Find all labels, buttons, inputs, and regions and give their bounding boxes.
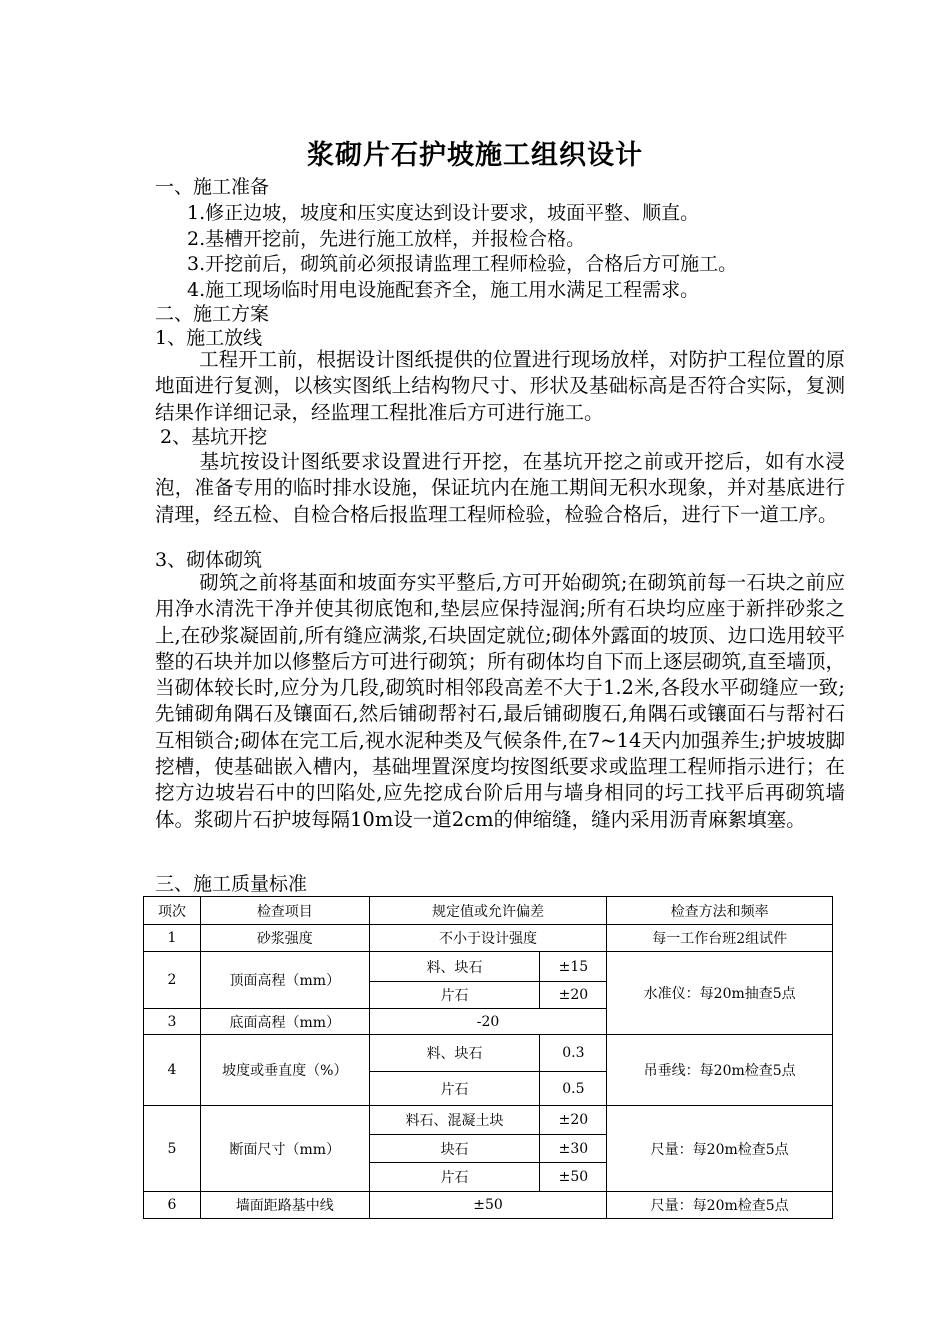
subsection-heading-layout: 1、施工放线 [155,327,263,349]
table-cell: ±20 [540,982,607,1009]
table-row [144,1192,833,1219]
section-heading-quality: 三、施工质量标准 [155,873,308,895]
prep-item: 3.开挖前后，砌筑前必须报请监理工程师检验，合格后方可施工。 [187,253,738,275]
subsection-heading-excavation: 2、基坑开挖 [160,426,268,448]
table-cell: ±30 [540,1135,607,1163]
table-cell: 料、块石 [369,1035,540,1072]
quality-standard-table [143,896,833,1219]
document-title: 浆砌片石护坡施工组织设计 [307,140,643,171]
table-header-row [144,897,833,925]
table-cell: 6 [144,1192,201,1219]
header-cell: 检查方法和频率 [607,897,833,925]
table-cell: 不小于设计强度 [369,925,607,952]
table-cell: 2 [144,952,201,1009]
table-row [144,925,833,952]
prep-item: 4.施工现场临时用电设施配套齐全，施工用水满足工程需求。 [187,279,700,301]
table-row [144,1035,833,1072]
table-row [144,952,833,982]
header-cell: 项次 [144,897,201,925]
prep-item: 1.修正边坡，坡度和压实度达到设计要求，坡面平整、顺直。 [187,202,700,224]
table-cell: 4 [144,1035,201,1106]
table-cell: ±20 [540,1106,607,1135]
table-cell: 顶面高程（mm） [200,952,369,1009]
table-cell: 吊垂线：每20m检查5点 [607,1035,833,1106]
prep-item: 2.基槽开挖前，先进行施工放样，并报检合格。 [187,228,586,250]
table-cell: 底面高程（mm） [200,1009,369,1035]
table-cell: 5 [144,1106,201,1192]
table-cell: 尺量：每20m检查5点 [607,1192,833,1219]
table-cell: 块石 [369,1135,540,1163]
table-cell: -20 [369,1009,607,1035]
table-cell: 砂浆强度 [200,925,369,952]
table-cell: 水准仪：每20m抽查5点 [607,952,833,1035]
paragraph-layout-text: 工程开工前，根据设计图纸提供的位置进行现场放样，对防护工程位置的原地面进行复测，以核实图纸上结构物尺寸、形状及基础标高是否符合实际，复测结果作详细记录，经监理工程批准后方可进行施工。 [155,348,845,424]
table-cell: 坡度或垂直度（%） [200,1035,369,1106]
header-cell: 规定值或允许偏差 [369,897,607,925]
table-cell: 片石 [369,1072,540,1106]
table-cell: 1 [144,925,201,952]
table-cell: 0.3 [540,1035,607,1072]
table-cell: 料石、混凝土块 [369,1106,540,1135]
table-cell: 尺量：每20m检查5点 [607,1106,833,1192]
table-cell: 0.5 [540,1072,607,1106]
header-cell: 检查项目 [200,897,369,925]
paragraph-masonry [155,570,845,833]
paragraph-masonry-text: 砌筑之前将基面和坡面夯实平整后,方可开始砌筑;在砌筑前每一石块之前应用净水清洗干净并使其彻底饱和,垫层应保持湿润;所有石块均应座于新拌砂浆之上,在砂浆凝固前,所有缝应满浆,石块固定就位;砌体外露面的坡顶、边口选用较平整的石块并加以修整后方可进行砌筑；所有砌体均自下而上逐层砌筑,直至墙顶，当砌体较长时,应分为几段,砌筑时相邻段高差不大于1.2米,各段水平砌缝应一致;先铺砌角隅石及镶面石,然后铺砌帮衬石,最后铺砌腹石,角隅石或镶面石与帮衬石互相锁合;砌体在完工后,视水泥种类及气候条件,在7~14天内加强养生;护坡坡脚挖槽，使基础嵌入槽内，基础埋置深度均按图纸要求或监理工程师指示进行；在挖方边坡岩石中的凹陷处,应先挖成台阶后用与墙身相同的圬工找平后再砌筑墙体。浆砌片石护坡每隔10m设一道2cm的伸缩缝，缝内采用沥青麻絮填塞。 [155,571,845,831]
table-cell: 料、块石 [369,952,540,982]
section-heading-prep: 一、施工准备 [155,176,270,198]
table-cell: 墙面距路基中线 [200,1192,369,1219]
paragraph-excavation [155,449,845,528]
table-cell: ±50 [540,1163,607,1192]
section-heading-plan: 二、施工方案 [155,303,270,325]
table-cell: ±15 [540,952,607,982]
table-cell: 片石 [369,982,540,1009]
table-cell: 片石 [369,1163,540,1192]
table-cell: 每一工作台班2组试件 [607,925,833,952]
table-cell: ±50 [369,1192,607,1219]
table-cell: 3 [144,1009,201,1035]
paragraph-layout [155,347,845,426]
subsection-heading-masonry: 3、砌体砌筑 [155,549,263,571]
paragraph-excavation-text: 基坑按设计图纸要求设置进行开挖，在基坑开挖之前或开挖后，如有水浸泡，准备专用的临时排水设施，保证坑内在施工期间无积水现象，并对基底进行清理，经五检、自检合格后报监理工程师检验，检验合格后，进行下一道工序。 [155,450,845,526]
table-row [144,1106,833,1135]
table-cell: 断面尺寸（mm） [200,1106,369,1192]
